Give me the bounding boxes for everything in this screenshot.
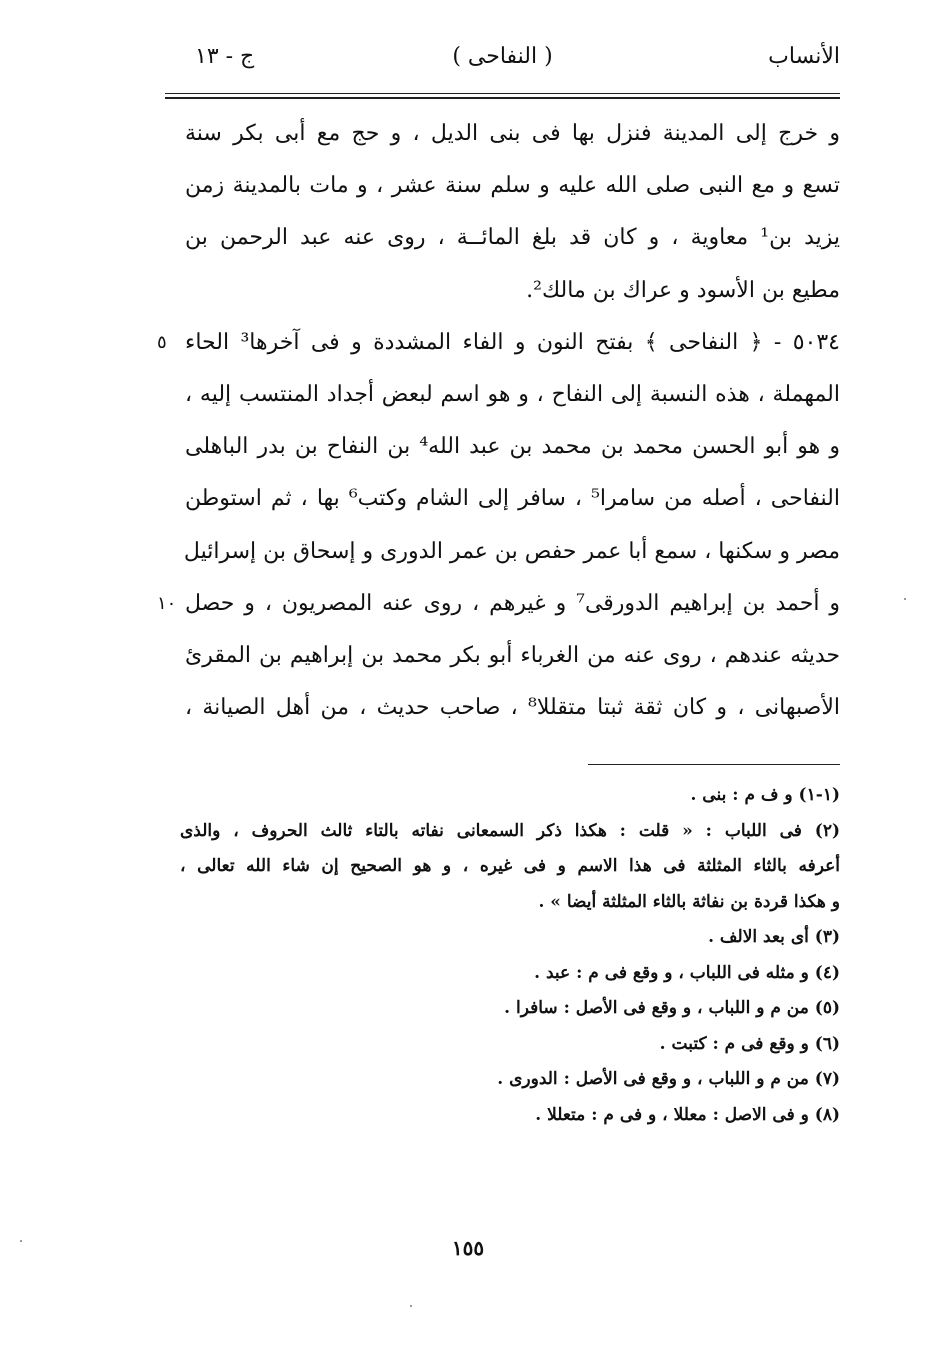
footnote-5: (٥) من م و اللباب ، و وقع فى الأصل : سافرا .: [504, 998, 840, 1018]
header-rule-thick: [165, 97, 840, 99]
footnote-4: (٤) و مثله فى اللباب ، و وقع فى م : عبد .: [534, 962, 840, 983]
scan-speck: [410, 1305, 412, 1307]
footnote-3: (٣) أى بعد الالف .: [708, 927, 840, 947]
text-line: المهملة ، هذه النسبة إلى النفاح ، و هو اسم لبعض أجداد المنتسب إليه ،: [185, 381, 840, 407]
text-line: و هو أبو الحسن محمد بن محمد بن عبد الله⁴ بن النفاح بن بدر الباهلى: [185, 434, 840, 460]
entry-heading-line: ٥٠٣٤ - ﴿ النفاحى ﴾ بفتح النون و الفاء المشددة و فى آخرها³ الحاء: [185, 329, 840, 355]
margin-line-number: ١٠: [157, 592, 177, 614]
header-rule-thin: [165, 93, 840, 94]
margin-line-number: ٥: [157, 331, 167, 353]
text-line-numbered: [157, 578, 840, 630]
text-line-content: و أحمد بن إبراهيم الدورقى⁷ و غيرهم ، روى عنه المصريون ، و حصل: [185, 590, 840, 616]
footnotes: [180, 778, 840, 1133]
footnote-6: (٦) و وقع فى م : كتبت .: [659, 1033, 840, 1054]
running-header: [165, 44, 840, 84]
text-line-entry-start: [157, 317, 840, 369]
footnote-1: (١-١) و ف م : بنى .: [690, 785, 840, 805]
footnote-7: (٧) من م و اللباب ، و وقع فى الأصل : الدورى .: [497, 1069, 840, 1089]
header-volume: ج - ١٣: [195, 44, 255, 69]
text-line: و خرج إلى المدينة فنزل بها فى بنى الديل ، و حج مع أبى بكر سنة: [185, 121, 840, 146]
text-line: النفاحى ، أصله من سامرا⁵ ، سافر إلى الشام وكتب⁶ بها ، ثم استوطن: [185, 486, 840, 512]
main-text: [157, 108, 841, 734]
page-number: ١٥٥: [451, 1236, 485, 1260]
footnote-2-cont: و هكذا قردة بن نفاثة بالثاء المثلثة أيضا » .: [538, 891, 840, 912]
text-line: الأصبهانى ، و كان ثقة ثبتا متقللا⁸ ، صاحب حديث ، من أهل الصيانة ،: [185, 695, 840, 721]
text-line: مصر و سكنها ، سمع أبا عمر حفص بن عمر الدورى و إسحاق بن إسرائيل: [183, 538, 840, 564]
text-line: يزيد بن¹ معاوية ، و كان قد بلغ المائــة ، روى عنه عبد الرحمن بن: [185, 225, 841, 251]
header-book-title: الأنساب: [768, 44, 840, 69]
footnote-2: (٢) فى اللباب : « قلت : هكذا ذكر السمعانى نفاته بالتاء ثالث الحروف ، والذى: [180, 820, 840, 841]
text-line: تسع و مع النبى صلى الله عليه و سلم سنة عشر ، و مات بالمدينة زمن: [185, 173, 840, 199]
scan-speck: [904, 598, 906, 600]
scan-speck: [20, 1240, 22, 1242]
header-entry-title: ( النفاحى ): [452, 44, 553, 69]
footnote-separator: [588, 764, 840, 765]
text-line: حديثه عندهم ، روى عنه من الغرباء أبو بكر محمد بن إبراهيم بن المقرئ: [185, 642, 840, 668]
footnote-2-cont: أعرفه بالثاء المثلثة فى هذا الاسم و فى غيره ، و هو الصحيح إن شاء الله تعالى ،: [180, 856, 840, 876]
text-line: مطيع بن الأسود و عراك بن مالك².: [526, 277, 840, 303]
footnote-8: (٨) و فى الاصل : معللا ، و فى م : متعللا .: [535, 1104, 840, 1125]
